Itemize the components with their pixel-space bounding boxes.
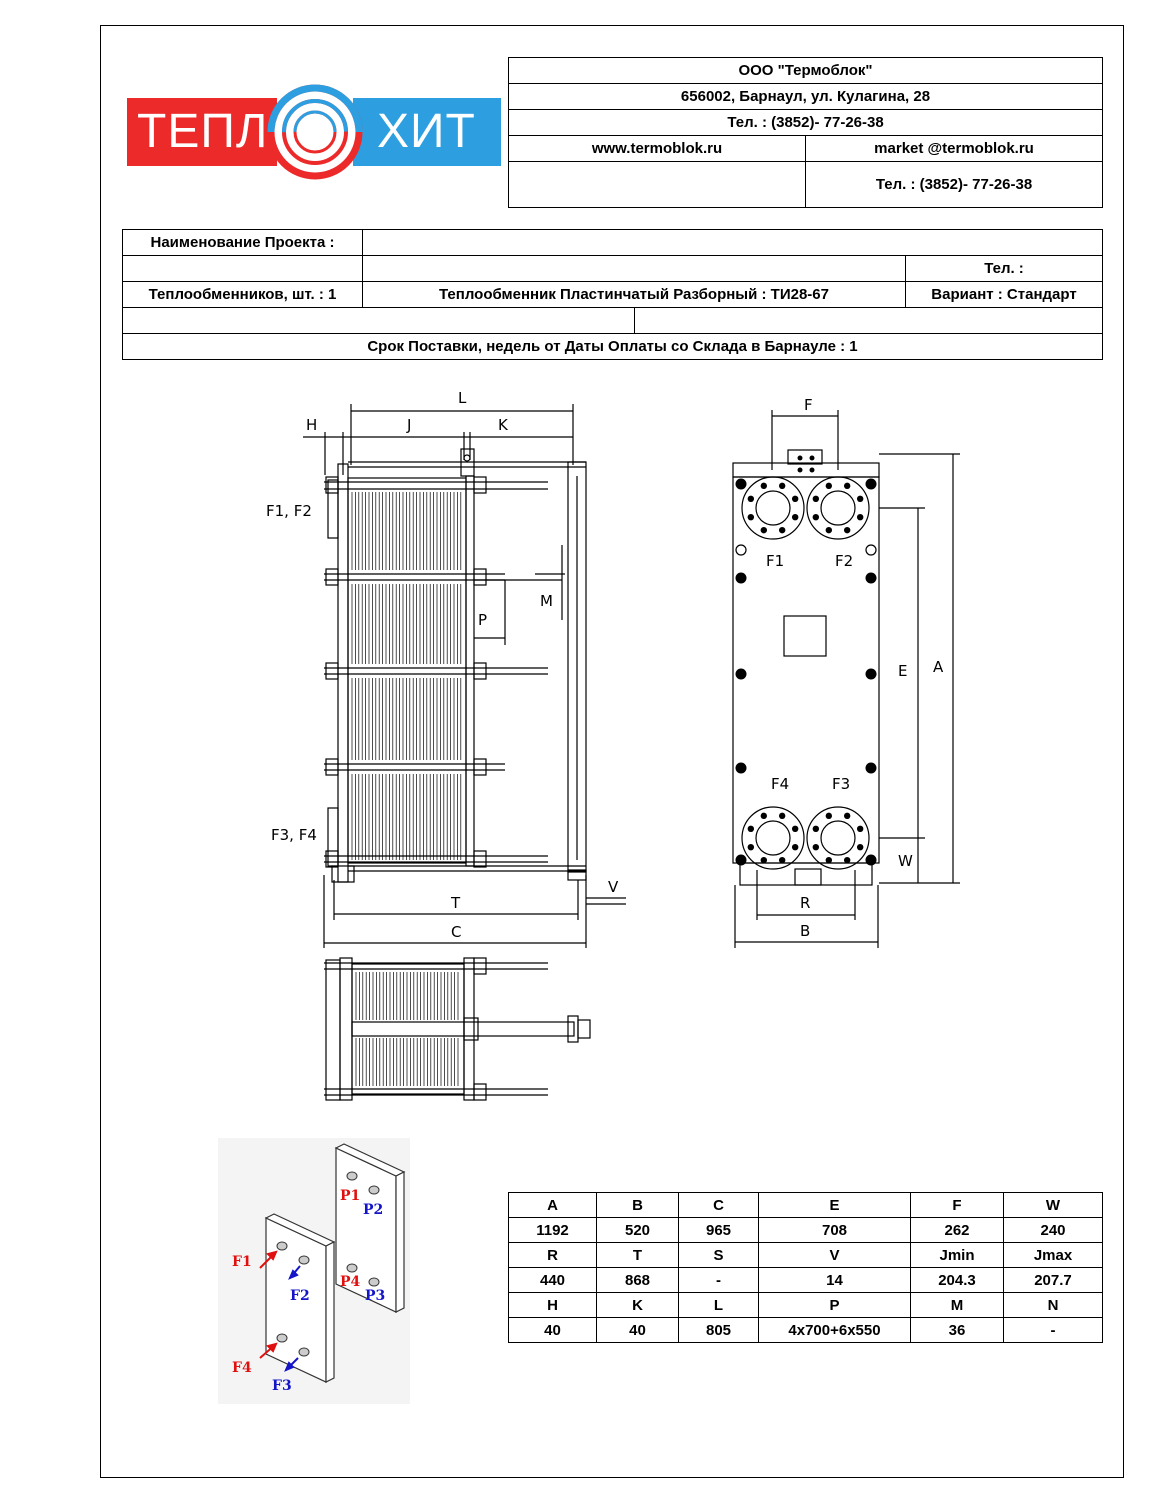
dimension-header-cell: Jmax — [1004, 1243, 1103, 1268]
dim-label-M: M — [540, 592, 553, 610]
plate-label-F3: F3 — [272, 1378, 292, 1394]
logo-left-text: ТЕПЛ — [137, 105, 269, 158]
dimension-header-cell: K — [597, 1293, 679, 1318]
dimension-header-cell: C — [679, 1193, 759, 1218]
dim-label-K: K — [498, 416, 508, 434]
dimension-value-cell: 240 — [1004, 1218, 1103, 1243]
table-row — [509, 1193, 1103, 1218]
dimension-value-cell: 708 — [759, 1218, 911, 1243]
project-delivery: Срок Поставки, недель от Даты Оплаты со Склада в Барнауле : 1 — [123, 334, 1103, 360]
project-count: Теплообменников, шт. : 1 — [123, 282, 363, 308]
dimension-header-cell: A — [509, 1193, 597, 1218]
logo-right-text: ХИТ — [377, 105, 476, 158]
dimension-value-cell: 40 — [509, 1318, 597, 1343]
dimension-header-cell: W — [1004, 1193, 1103, 1218]
dim-label-F1F2: F1, F2 — [266, 502, 312, 520]
table-row — [509, 1218, 1103, 1243]
table-row — [509, 1318, 1103, 1343]
dim-label-F3F4: F3, F4 — [271, 826, 317, 844]
port-label-F2: F2 — [835, 552, 854, 570]
dimension-header-cell: F — [911, 1193, 1004, 1218]
plate-label-P1: P1 — [340, 1188, 361, 1204]
plate-label-F1: F1 — [232, 1254, 252, 1270]
dim-label-W: W — [898, 852, 913, 870]
company-email: market @termoblok.ru — [806, 136, 1103, 162]
company-phone: Тел. : (3852)- 77-26-38 — [509, 110, 1103, 136]
dimension-value-cell: 36 — [911, 1318, 1004, 1343]
plate-label-P3: P3 — [365, 1288, 386, 1304]
dimension-value-cell: 204.3 — [911, 1268, 1004, 1293]
dimension-value-cell: 520 — [597, 1218, 679, 1243]
dimension-value-cell: 207.7 — [1004, 1268, 1103, 1293]
dimension-header-cell: S — [679, 1243, 759, 1268]
dimension-value-cell: 4x700+6x550 — [759, 1318, 911, 1343]
dim-label-F: F — [804, 396, 813, 414]
dimension-value-cell: 805 — [679, 1318, 759, 1343]
plate-label-F2: F2 — [290, 1288, 310, 1304]
company-name: ООО "Термоблок" — [509, 58, 1103, 84]
dimension-header-cell: V — [759, 1243, 911, 1268]
project-name-label: Наименование Проекта : — [123, 230, 363, 256]
company-website: www.termoblok.ru — [509, 136, 806, 162]
dim-label-E: E — [898, 662, 908, 680]
table-row — [509, 1243, 1103, 1268]
dim-label-P: P — [478, 611, 488, 629]
table-row — [509, 1268, 1103, 1293]
dimension-value-cell: 1192 — [509, 1218, 597, 1243]
dimension-header-cell: P — [759, 1293, 911, 1318]
company-phone2: Тел. : (3852)- 77-26-38 — [806, 162, 1103, 208]
port-label-F3: F3 — [832, 775, 851, 793]
dim-label-H: H — [306, 416, 318, 434]
dimension-header-cell: N — [1004, 1293, 1103, 1318]
dimension-header-cell: E — [759, 1193, 911, 1218]
dim-label-V: V — [608, 878, 619, 896]
dim-label-C: C — [451, 923, 462, 941]
dimensions-table — [508, 1192, 1103, 1343]
plate-label-F4: F4 — [232, 1360, 252, 1376]
plate-label-P2: P2 — [363, 1202, 384, 1218]
project-model: Теплообменник Пластинчатый Разборный : ТИ28-67 — [363, 282, 906, 308]
project-variant: Вариант : Стандарт — [906, 282, 1103, 308]
port-label-F4: F4 — [771, 775, 790, 793]
company-address: 656002, Барнаул, ул. Кулагина, 28 — [509, 84, 1103, 110]
table-row — [509, 1293, 1103, 1318]
dim-label-L: L — [458, 389, 467, 407]
dimension-header-cell: Jmin — [911, 1243, 1004, 1268]
dimension-header-cell: L — [679, 1293, 759, 1318]
dim-label-J: J — [407, 416, 412, 434]
dim-label-B: B — [800, 922, 811, 940]
dim-label-A: A — [933, 658, 944, 676]
dimension-header-cell: M — [911, 1293, 1004, 1318]
dimension-value-cell: 868 — [597, 1268, 679, 1293]
dimension-value-cell: - — [1004, 1318, 1103, 1343]
dimension-value-cell: 14 — [759, 1268, 911, 1293]
dim-label-T: T — [451, 894, 461, 912]
dimension-header-cell: R — [509, 1243, 597, 1268]
dimension-header-cell: T — [597, 1243, 679, 1268]
dimension-header-cell: B — [597, 1193, 679, 1218]
plate-sketch — [218, 1138, 410, 1404]
port-label-F1: F1 — [766, 552, 785, 570]
dimension-header-cell: H — [509, 1293, 597, 1318]
dimension-value-cell: 40 — [597, 1318, 679, 1343]
dimension-value-cell: 965 — [679, 1218, 759, 1243]
dim-label-R: R — [800, 894, 811, 912]
dimension-value-cell: 262 — [911, 1218, 1004, 1243]
dimension-value-cell: - — [679, 1268, 759, 1293]
dimension-value-cell: 440 — [509, 1268, 597, 1293]
project-phone-label: Тел. : — [906, 256, 1103, 282]
plate-label-P4: P4 — [340, 1274, 361, 1290]
